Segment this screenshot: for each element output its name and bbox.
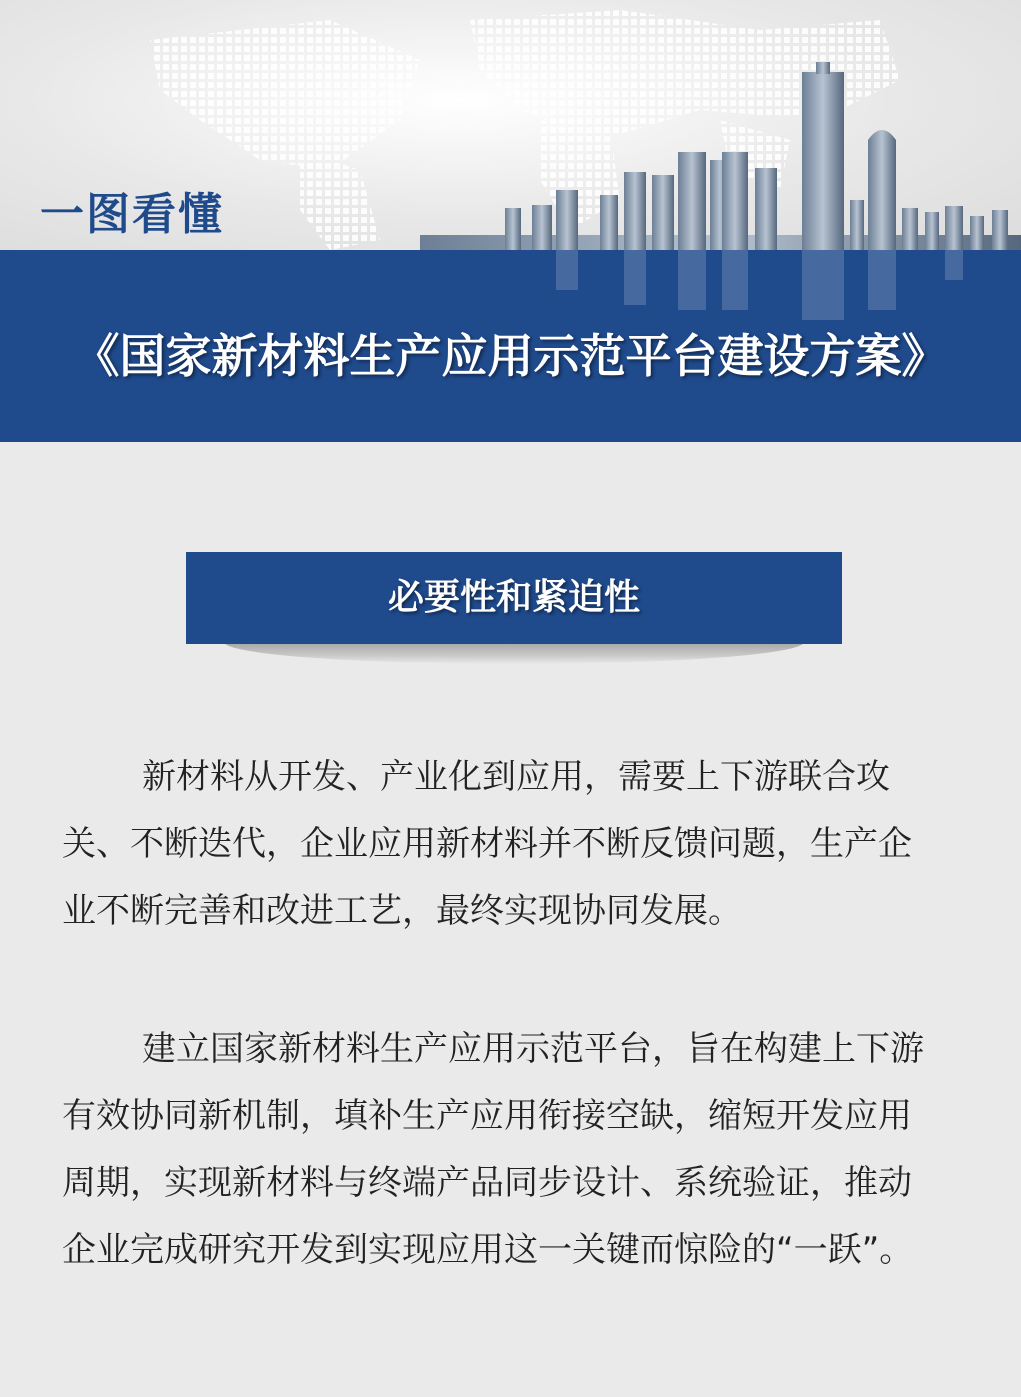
title-band: [0, 250, 1021, 442]
skyline-reflection-image: [420, 250, 1021, 320]
paragraph-2: 建立国家新材料生产应用示范平台，旨在构建上下游有效协同新机制，填补生产应用衔接空缺，缩短开发应用周期，实现新材料与终端产品同步设计、系统验证，推动企业完成研究开发到实现应用这一关键而惊险的“一跃”。: [62, 1029, 924, 1270]
section-title-shadow: [224, 642, 804, 664]
section-heading: 必要性和紧迫性: [387, 577, 640, 618]
city-skyline-image: [420, 60, 1021, 250]
header-banner: [0, 0, 1021, 250]
page-title: 《国家新材料生产应用示范平台建设方案》: [73, 329, 948, 383]
section-heading-box: [186, 552, 842, 644]
content-area: [0, 442, 1021, 1397]
paragraph-1: 新材料从开发、产业化到应用，需要上下游联合攻关、不断迭代，企业应用新材料并不断反馈问题，生产企业不断完善和改进工艺，最终实现协同发展。: [62, 757, 912, 931]
kicker-label: 一图看懂: [40, 189, 224, 240]
